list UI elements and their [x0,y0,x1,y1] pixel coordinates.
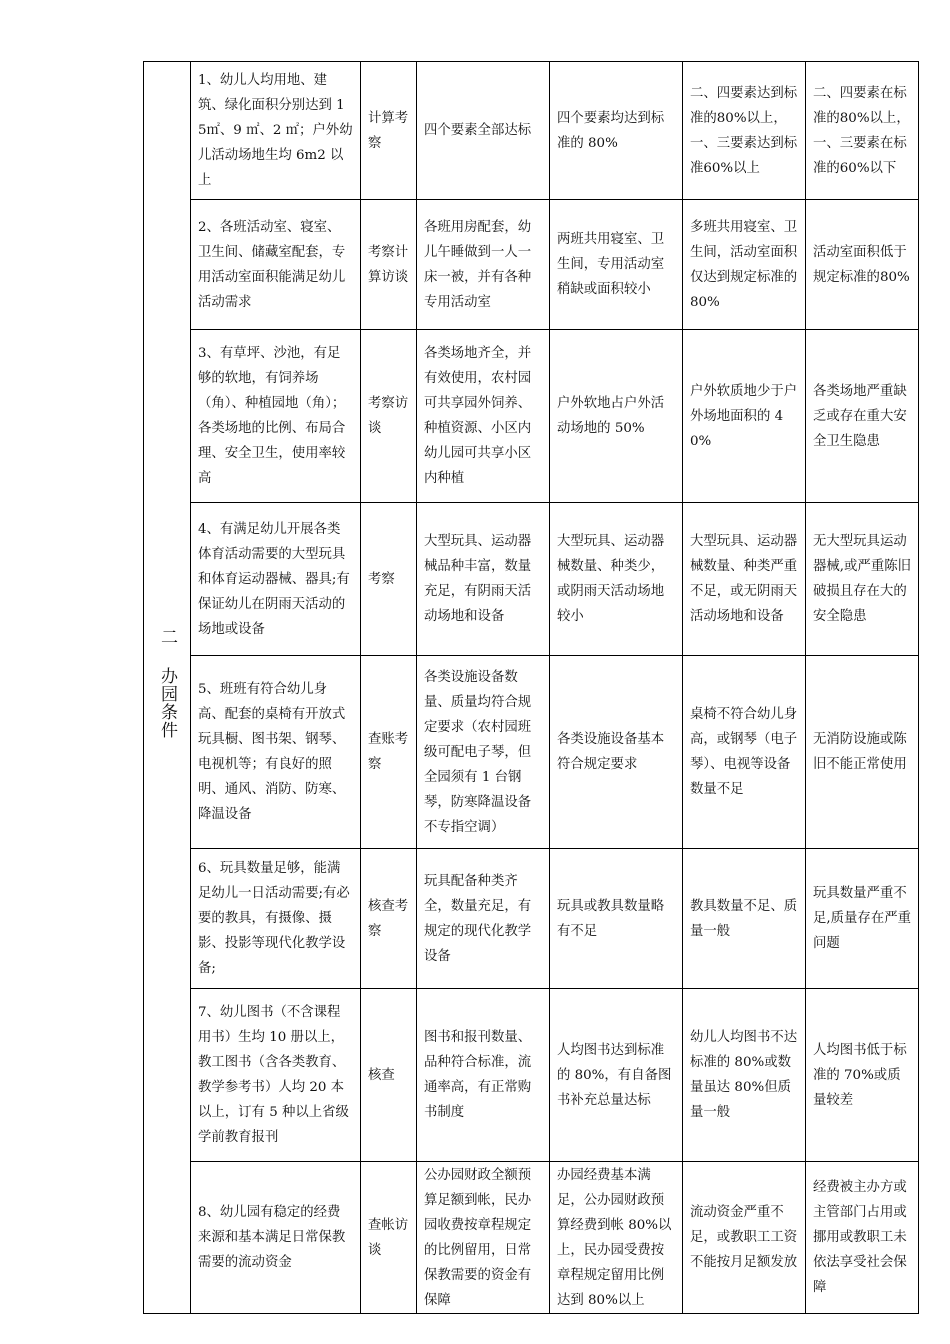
table-row [144,330,919,503]
level-c-cell: 二、四要素达到标准的80%以上，一、三要素达到标准60%以上 [683,62,806,200]
level-a-cell: 大型玩具、运动器械品种丰富，数量充足，有阴雨天活动场地和设备 [417,503,550,656]
table-row [144,1162,919,1314]
level-a-cell: 玩具配备种类齐全，数量充足，有规定的现代化教学设备 [417,849,550,989]
level-d-cell: 各类场地严重缺乏或存在重大安全卫生隐患 [806,330,919,503]
level-b-cell: 户外软地占户外活动场地的 50% [550,330,683,503]
standard-cell: 3、有草坪、沙池，有足够的软地，有饲养场（角）、种植园地（角）；各类场地的比例、布局合理、安全卫生，使用率较高 [191,330,361,503]
table-row [144,200,919,330]
level-d-cell: 活动室面积低于规定标准的80% [806,200,919,330]
evaluation-table [143,61,919,1314]
method-cell: 考察访谈 [361,330,417,503]
method-cell: 查账考察 [361,656,417,849]
standard-cell: 1、幼儿人均用地、建筑、绿化面积分别达到 15㎡、9 ㎡、2 ㎡；户外幼儿活动场地生均 6m2 以上 [191,62,361,200]
level-c-cell: 教具数量不足、质量一般 [683,849,806,989]
method-cell: 核查考察 [361,849,417,989]
table-row [144,656,919,849]
level-c-cell: 多班共用寝室、卫生间，活动室面积仅达到规定标准的80% [683,200,806,330]
table-row [144,503,919,656]
table-row [144,989,919,1162]
level-d-cell: 无消防设施或陈旧不能正常使用 [806,656,919,849]
level-b-cell: 两班共用寝室、卫生间，专用活动室稍缺或面积较小 [550,200,683,330]
table-row [144,62,919,200]
level-b-cell: 四个要素均达到标准的 80% [550,62,683,200]
level-c-cell: 流动资金严重不足，或教职工工资不能按月足额发放 [683,1162,806,1314]
level-d-cell: 二、四要素在标准的80%以上，一、三要素在标准的60%以下 [806,62,919,200]
standard-cell: 5、班班有符合幼儿身高、配套的桌椅有开放式玩具橱、图书架、钢琴、电视机等；有良好的照明、通风、消防、防寒、降温设备 [191,656,361,849]
level-b-cell: 大型玩具、运动器械数量、种类少，或阴雨天活动场地较小 [550,503,683,656]
level-a-cell: 各类设施设备数量、质量均符合规定要求（农村园班级可配电子琴，但全园须有 1 台钢琴，防寒降温设备不专指空调） [417,656,550,849]
standard-cell: 4、有满足幼儿开展各类体育活动需要的大型玩具和体育运动器械、器具;有保证幼儿在阴雨天活动的场地或设备 [191,503,361,656]
level-d-cell: 人均图书低于标准的 70%或质量较差 [806,989,919,1162]
level-b-cell: 各类设施设备基本符合规定要求 [550,656,683,849]
category-label: 二 办园条件 [157,627,177,739]
category-cell [144,62,191,1314]
standard-cell: 6、玩具数量足够，能满足幼儿一日活动需要;有必要的教具，有摄像、摄影、投影等现代化教学设备; [191,849,361,989]
level-d-cell: 无大型玩具运动器械,或严重陈旧破损且存在大的安全隐患 [806,503,919,656]
method-cell: 考察计算访谈 [361,200,417,330]
method-cell: 核查 [361,989,417,1162]
level-a-cell: 四个要素全部达标 [417,62,550,200]
standard-cell: 2、各班活动室、寝室、卫生间、储藏室配套，专用活动室面积能满足幼儿活动需求 [191,200,361,330]
level-b-cell: 玩具或教具数量略有不足 [550,849,683,989]
level-a-cell: 各班用房配套，幼儿午睡做到一人一床一被，并有各种专用活动室 [417,200,550,330]
level-c-cell: 大型玩具、运动器械数量、种类严重不足，或无阴雨天活动场地和设备 [683,503,806,656]
table-row [144,849,919,989]
level-c-cell: 户外软质地少于户外场地面积的 40% [683,330,806,503]
level-c-cell: 桌椅不符合幼儿身高，或钢琴（电子琴）、电视等设备数量不足 [683,656,806,849]
method-cell: 考察 [361,503,417,656]
level-d-cell: 玩具数量严重不足,质量存在严重问题 [806,849,919,989]
method-cell: 查帐访谈 [361,1162,417,1314]
level-b-cell: 人均图书达到标准的 80%，有自备图书补充总量达标 [550,989,683,1162]
level-d-cell: 经费被主办方或主管部门占用或挪用或教职工未依法享受社会保障 [806,1162,919,1314]
standard-cell: 7、幼儿图书（不含课程用书）生均 10 册以上，教工图书（含各类教育、教学参考书）人均 20 本以上，订有 5 种以上省级学前教育报刊 [191,989,361,1162]
level-c-cell: 幼儿人均图书不达标准的 80%或数量虽达 80%但质量一般 [683,989,806,1162]
level-b-cell: 办园经费基本满足，公办园财政预算经费到帐 80%以上，民办园受费按章程规定留用比例达到 80%以上 [550,1162,683,1314]
level-a-cell: 公办园财政全额预算足额到帐，民办园收费按章程规定的比例留用，日常保教需要的资金有保障 [417,1162,550,1314]
method-cell: 计算考察 [361,62,417,200]
level-a-cell: 各类场地齐全，并有效使用，农村园可共享园外饲养、种植资源、小区内幼儿园可共享小区内种植 [417,330,550,503]
level-a-cell: 图书和报刊数量、品种符合标准，流通率高，有正常购书制度 [417,989,550,1162]
standard-cell: 8、幼儿园有稳定的经费来源和基本满足日常保教需要的流动资金 [191,1162,361,1314]
